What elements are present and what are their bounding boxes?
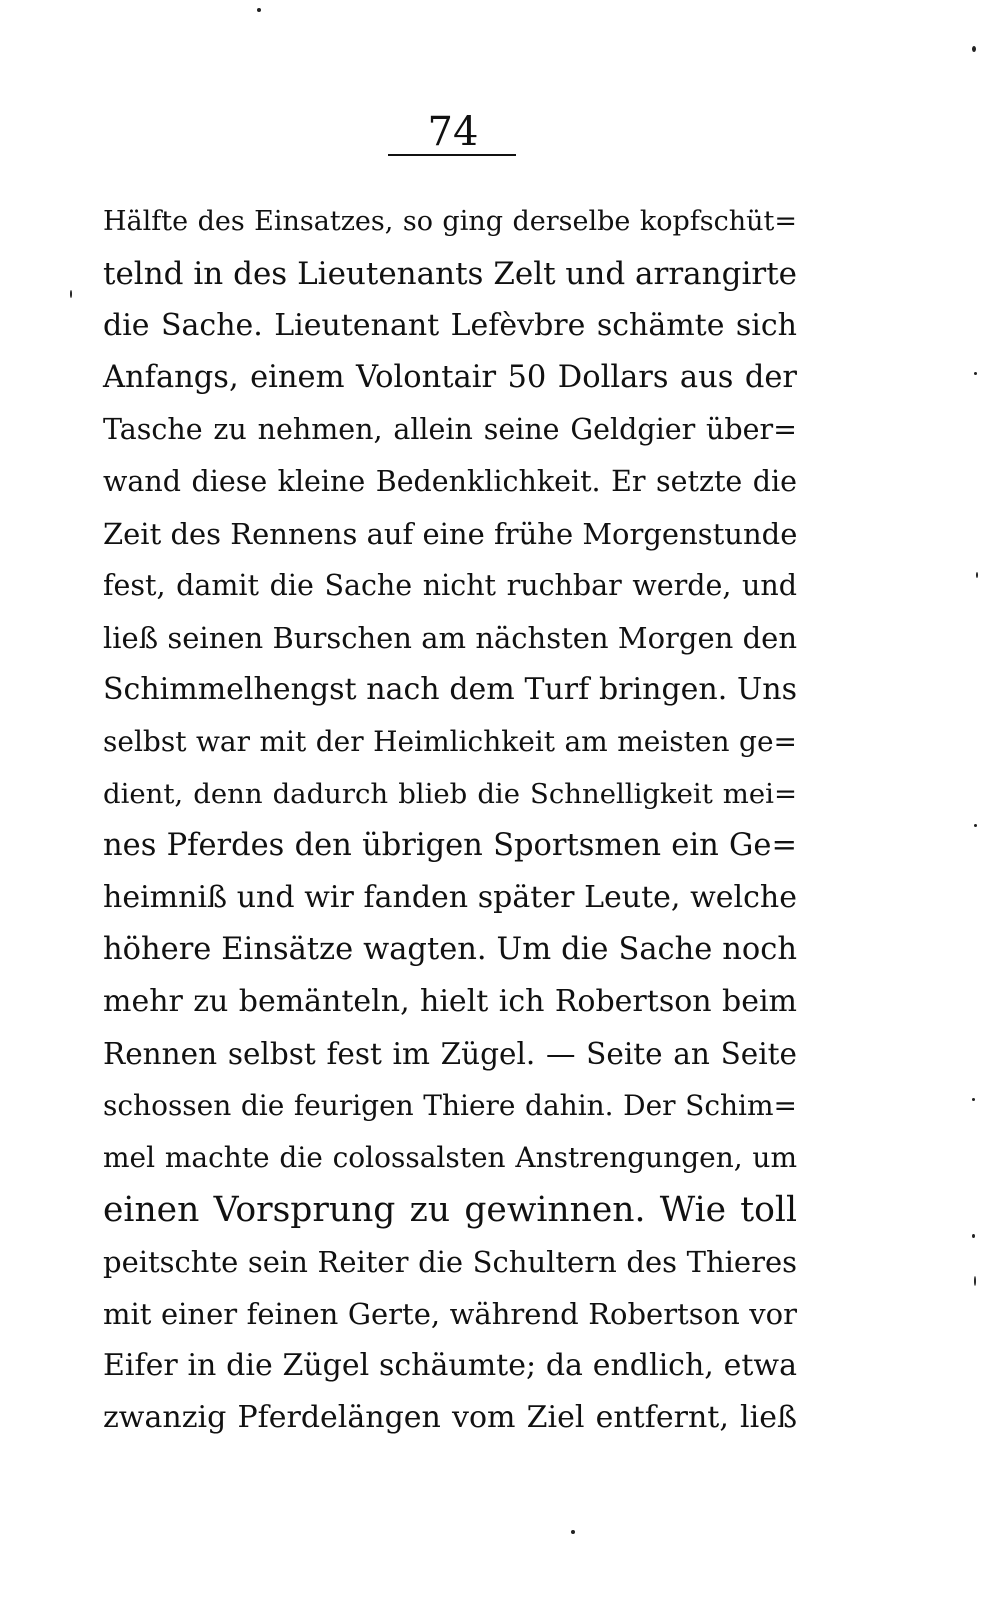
text-line: selbst war mit der Heimlichkeit am meisten ge=	[103, 725, 797, 758]
scan-speck	[974, 824, 977, 827]
scan-speck	[972, 46, 976, 52]
text-line: Eifer in die Zügel schäumte; da endlich, etwa	[103, 1348, 797, 1383]
text-line: Hälfte des Einsatzes, so ging derselbe kopfschüt=	[103, 206, 797, 237]
text-line: höhere Einsätze wagten. Um die Sache noch	[103, 932, 797, 967]
text-line: heimniß und wir fanden später Leute, welche	[103, 880, 797, 915]
text-line: Tasche zu nehmen, allein seine Geldgier über=	[103, 413, 797, 446]
text-line: einen Vorsprung zu gewinnen. Wie toll	[103, 1190, 797, 1230]
text-line: ließ seinen Burschen am nächsten Morgen den	[103, 621, 797, 655]
text-line: dient, denn dadurch blieb die Schnelligkeit mei=	[103, 778, 797, 810]
text-line: mehr zu bemänteln, hielt ich Robertson beim	[103, 984, 797, 1019]
text-line: mit einer feinen Gerte, während Robertson vor	[103, 1297, 797, 1331]
text-line: telnd in des Lieutenants Zelt und arrangirte	[103, 256, 798, 292]
scan-speck	[257, 8, 261, 12]
text-line: Zeit des Rennens auf eine frühe Morgenstunde	[103, 517, 798, 551]
scan-speck	[972, 1234, 975, 1238]
text-line: peitschte sein Reiter die Schultern des Thieres	[103, 1245, 797, 1279]
text-line: Rennen selbst fest im Zügel. — Seite an Seite	[103, 1037, 797, 1071]
text-line: mel machte die colossalsten Anstrengungen, um	[103, 1141, 797, 1174]
text-line: fest, damit die Sache nicht ruchbar werde, und	[103, 569, 797, 602]
text-line: zwanzig Pferdelängen vom Ziel entfernt, ließ	[103, 1400, 797, 1435]
text-line: wand diese kleine Bedenklichkeit. Er setzte die	[103, 465, 797, 498]
scan-speck	[972, 1098, 975, 1101]
text-line: nes Pferdes den übrigen Sportsmen ein Ge=	[103, 828, 797, 863]
scan-speck	[70, 290, 72, 298]
body-text	[103, 196, 797, 1444]
scan-speck	[974, 1276, 976, 1286]
page-number: 74	[427, 109, 479, 155]
text-line: Anfangs, einem Volontair 50 Dollars aus der	[103, 360, 797, 395]
scan-speck	[571, 1530, 575, 1534]
text-line: Schimmelhengst nach dem Turf bringen. Uns	[103, 672, 797, 707]
scan-speck	[976, 572, 978, 578]
text-line: die Sache. Lieutenant Lefèvbre schämte sich	[103, 308, 797, 343]
scan-speck	[974, 372, 977, 375]
text-line: schossen die feurigen Thiere dahin. Der Schim=	[103, 1089, 797, 1122]
header-rule	[388, 154, 516, 156]
